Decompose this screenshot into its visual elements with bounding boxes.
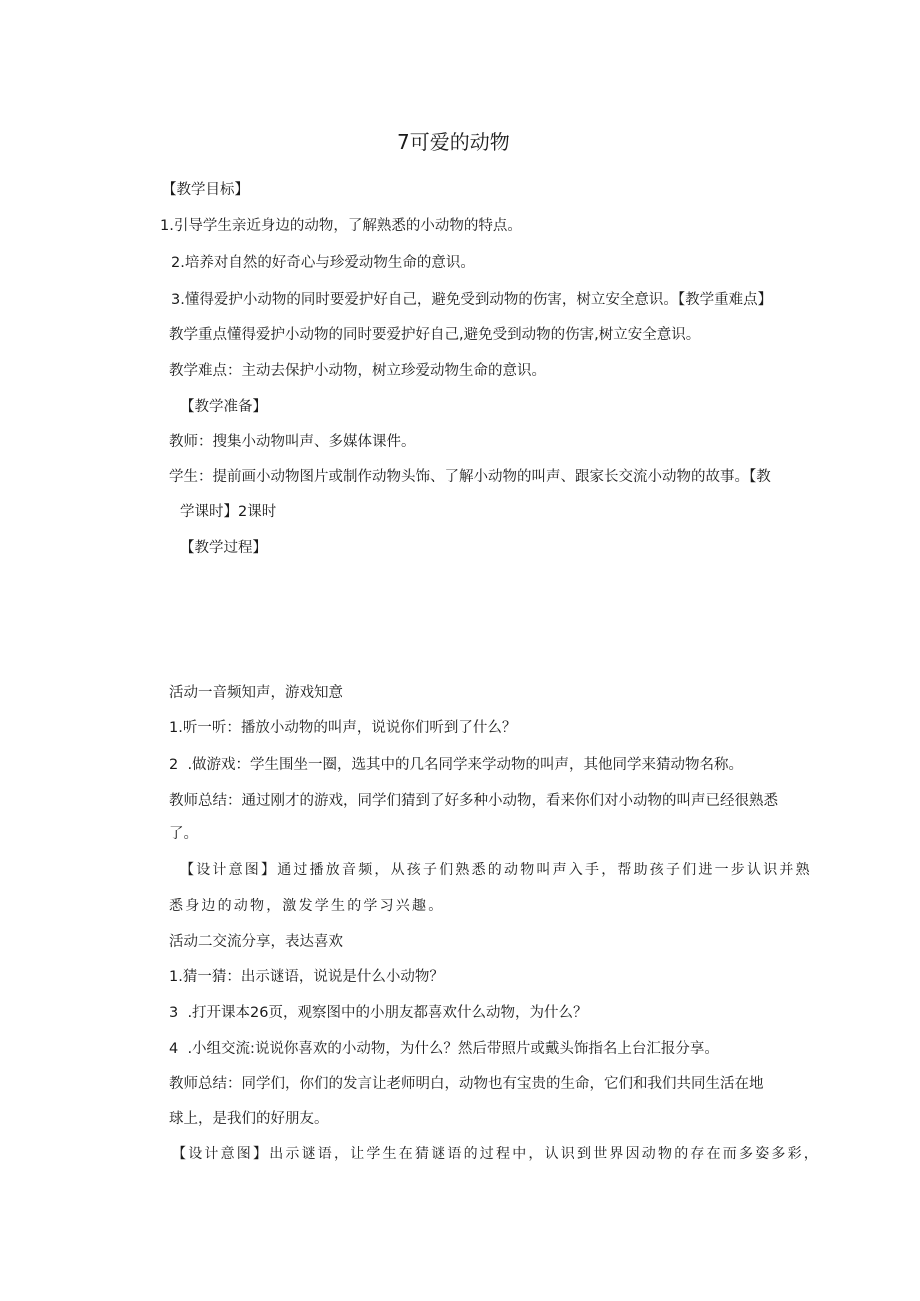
teacher-summary-1: 教师总结：通过刚才的游戏，同学们猜到了好多种小动物，看来你们对小动物的叫声已经很熟悉 — [169, 793, 778, 809]
activity-2-step-3: 3 .打开课本26页，观察图中的小朋友都喜欢什么动物，为什么？ — [169, 1005, 588, 1021]
activity-1-title: 活动一音频知声，游戏知意 — [169, 685, 343, 701]
difficult-point: 教学难点：主动去保护小动物，树立珍爱动物生命的意识。 — [169, 363, 546, 379]
teacher-summary-2-cont: 球上，是我们的好朋友。 — [169, 1111, 329, 1127]
key-point: 教学重点懂得爱护小动物的同时要爱护好自己,避免受到动物的伤害,树立安全意识。 — [169, 327, 701, 343]
heading-teaching-goals: 【教学目标】 — [162, 182, 249, 198]
heading-process: 【教学过程】 — [180, 540, 267, 556]
goal-2: 2.培养对自然的好奇心与珍爱动物生命的意识。 — [171, 255, 475, 271]
activity-1-step-1: 1.听一听：播放小动物的叫声，说说你们听到了什么？ — [169, 720, 517, 736]
student-preparation: 学生：提前画小动物图片或制作动物头饰、了解小动物的叫声、跟家长交流小动物的故事。【教 — [169, 469, 771, 485]
teacher-summary-1-cont: 了。 — [169, 826, 198, 842]
teacher-preparation: 教师：搜集小动物叫声、多媒体课件。 — [169, 434, 416, 450]
teacher-summary-2: 教师总结：同学们，你们的发言让老师明白，动物也有宝贵的生命，它们和我们共同生活在地 — [169, 1076, 764, 1092]
activity-2-step-1: 1.猜一猜：出示谜语，说说是什么小动物？ — [169, 969, 444, 985]
document-title: 7可爱的动物 — [397, 130, 510, 154]
activity-2-title: 活动二交流分享，表达喜欢 — [169, 934, 343, 950]
class-hours: 学课时】2课时 — [180, 504, 277, 520]
goal-1: 1.引导学生亲近身边的动物，了解熟悉的小动物的特点。 — [160, 218, 522, 234]
design-intent-1: 【设计意图】通过播放音频，从孩子们熟悉的动物叫声入手，帮助孩子们进一步认识并熟 — [180, 862, 812, 878]
heading-preparation: 【教学准备】 — [180, 399, 267, 415]
goal-3: 3.懂得爱护小动物的同时要爱护好自己，避免受到动物的伤害，树立安全意识。【教学重难点】 — [171, 292, 773, 308]
design-intent-2: 【设计意图】出示谜语，让学生在猜谜语的过程中，认识到世界因动物的存在而多姿多彩， — [172, 1146, 820, 1162]
activity-2-step-4: 4 .小组交流:说说你喜欢的小动物，为什么？然后带照片或戴头饰指名上台汇报分享。 — [169, 1041, 719, 1057]
design-intent-1-cont: 悉身边的动物，激发学生的学习兴趣。 — [169, 898, 445, 914]
activity-1-step-2: 2 .做游戏：学生围坐一圈，选其中的几名同学来学动物的叫声，其他同学来猜动物名称。 — [169, 757, 744, 773]
